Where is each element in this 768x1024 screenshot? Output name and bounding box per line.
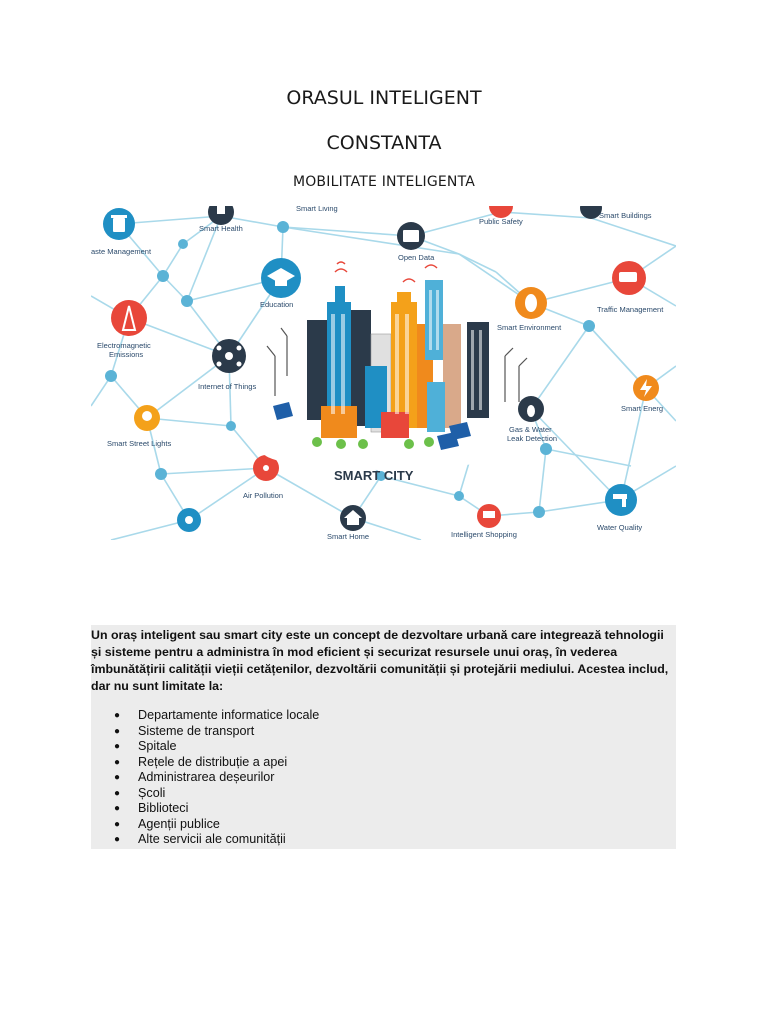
open-data-icon bbox=[397, 222, 425, 250]
list-item bbox=[91, 755, 319, 771]
label-smart-energy: Smart Energ bbox=[621, 404, 664, 413]
label-electromagnetic: Electromagnetic bbox=[97, 341, 151, 350]
leaf-icon bbox=[515, 287, 547, 319]
label-smart-buildings: Smart Buildings bbox=[599, 211, 652, 220]
bullet-icon: ● bbox=[114, 834, 121, 845]
traffic-camera-icon bbox=[612, 261, 646, 295]
label-public-safety: Public Safety bbox=[479, 217, 523, 226]
content-box bbox=[91, 625, 676, 849]
list-item bbox=[91, 786, 319, 802]
label-gas-water: Gas & Water bbox=[509, 425, 552, 434]
document-title: ORASUL INTELIGENT bbox=[286, 87, 482, 109]
smart-city-infographic bbox=[91, 206, 676, 540]
label-smart-street-lights: Smart Street Lights bbox=[107, 439, 172, 448]
tower-icon bbox=[111, 300, 147, 336]
label-smart-home: Smart Home bbox=[327, 532, 370, 540]
list-item bbox=[91, 832, 319, 848]
list-item-label: Școli bbox=[138, 785, 166, 800]
label-education: Education bbox=[260, 300, 294, 309]
intro-paragraph: Un oraș inteligent sau smart city este un concept de dezvoltare urbană care integrează tehnologii și sisteme pentru a administra în mod eficient și securizat resursele unui oraș, în vederea îmbunătățirii calității vieții cetățenilor, dezvoltării comunității și protejării mediului. Acestea includ, dar nu sunt limitate la: bbox=[91, 628, 669, 693]
bullet-icon: ● bbox=[114, 772, 121, 783]
list-item-label: Biblioteci bbox=[138, 801, 189, 815]
bullet-icon: ● bbox=[114, 803, 121, 814]
bullet-icon: ● bbox=[114, 741, 121, 752]
list-item-label: Spitale bbox=[138, 739, 177, 753]
label-air-pollution: Air Pollution bbox=[243, 491, 284, 500]
list-item bbox=[91, 708, 319, 724]
bullet-icon: ● bbox=[114, 710, 121, 721]
list-item-label: Agenții publice bbox=[138, 816, 220, 831]
list-item bbox=[91, 817, 319, 833]
label-water-quality: Water Quality bbox=[597, 523, 643, 532]
label-smart-environment: Smart Environment bbox=[497, 323, 562, 332]
list-item-label: Departamente informatice locale bbox=[138, 708, 320, 722]
home-icon bbox=[340, 505, 366, 531]
label-smart-health: Smart Health bbox=[199, 224, 243, 233]
label-traffic-management: Traffic Management bbox=[597, 305, 664, 314]
list-item bbox=[91, 770, 319, 786]
water-tap-icon bbox=[605, 484, 637, 516]
label-waste-management: aste Management bbox=[91, 247, 152, 256]
services-list bbox=[91, 708, 319, 848]
light-bulb-icon bbox=[134, 405, 160, 431]
shopping-cart-icon bbox=[477, 504, 501, 528]
label-open-data: Open Data bbox=[398, 253, 435, 262]
flame-icon bbox=[518, 396, 544, 422]
center-label: SMART CITY bbox=[334, 468, 414, 483]
list-item bbox=[91, 739, 319, 755]
list-item-label: Sisteme de transport bbox=[138, 723, 255, 738]
city-skyline-illustration bbox=[263, 262, 527, 470]
iot-icon bbox=[212, 339, 246, 373]
list-item-label: Administrarea deșeurilor bbox=[138, 770, 275, 784]
hand-icon bbox=[177, 508, 201, 532]
label-internet-of-things: Internet of Things bbox=[198, 382, 257, 391]
bullet-icon: ● bbox=[114, 787, 121, 799]
list-item bbox=[91, 724, 319, 740]
graduation-cap-icon bbox=[261, 258, 301, 298]
energy-icon bbox=[633, 375, 659, 401]
list-item-label: Alte servicii ale comunității bbox=[138, 832, 286, 846]
list-item bbox=[91, 801, 319, 817]
label-leak-detection: Leak Detection bbox=[507, 434, 558, 443]
trash-icon bbox=[103, 208, 135, 240]
list-item-label: Rețele de distribuție a apei bbox=[138, 754, 288, 769]
section-subtitle: MOBILITATE INTELIGENTA bbox=[292, 174, 476, 190]
bullet-icon: ● bbox=[114, 756, 121, 768]
label-smart-living: Smart Living bbox=[296, 206, 338, 213]
bullet-icon: ● bbox=[114, 818, 121, 830]
label-emissions: Emissions bbox=[109, 350, 144, 359]
bullet-icon: ● bbox=[114, 725, 121, 737]
city-title: CONSTANTA bbox=[326, 132, 442, 154]
label-intelligent-shopping: Intelligent Shopping bbox=[451, 530, 517, 539]
